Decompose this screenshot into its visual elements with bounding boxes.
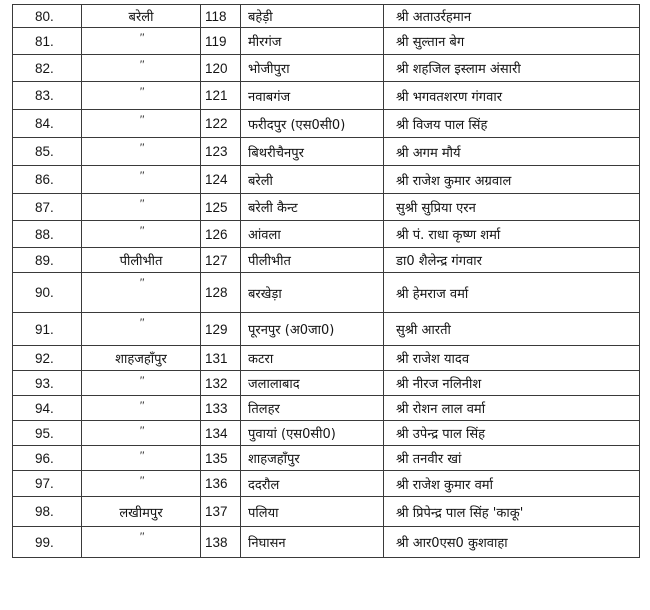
- district-cell: ": [82, 138, 201, 166]
- serial-number-cell: 90.: [13, 273, 82, 313]
- table-row: [13, 527, 640, 558]
- serial-number-cell: 83.: [13, 82, 82, 110]
- candidate-name-cell: श्री शहजिल इस्लाम अंसारी: [384, 55, 640, 82]
- candidate-name-cell: श्री सुल्तान बेग: [384, 28, 640, 55]
- candidate-name-cell: श्री नीरज नलिनीश: [384, 371, 640, 396]
- candidate-name-cell: डा0 शैलेन्द्र गंगवार: [384, 248, 640, 273]
- district-cell: ": [82, 55, 201, 82]
- serial-number-cell: 89.: [13, 248, 82, 273]
- constituency-number-cell: 123: [201, 138, 241, 166]
- constituency-number-cell: 131: [201, 346, 241, 371]
- candidate-name-cell: सुश्री आरती: [384, 313, 640, 346]
- constituency-number-cell: 128: [201, 273, 241, 313]
- serial-number-cell: 81.: [13, 28, 82, 55]
- district-cell: शाहजहाँपुर: [82, 346, 201, 371]
- table-row: [13, 110, 640, 138]
- district-cell: ": [82, 396, 201, 421]
- table-row: [13, 82, 640, 110]
- district-cell: ": [82, 28, 201, 55]
- constituency-number-cell: 125: [201, 194, 241, 221]
- serial-number-cell: 87.: [13, 194, 82, 221]
- table-row: [13, 55, 640, 82]
- district-cell: ": [82, 110, 201, 138]
- candidate-list-document: [12, 4, 639, 558]
- table-row: [13, 313, 640, 346]
- constituency-name-cell: फरीदपुर (एस0सी0): [241, 110, 384, 138]
- serial-number-cell: 86.: [13, 166, 82, 194]
- table-row: [13, 28, 640, 55]
- serial-number-cell: 98.: [13, 497, 82, 527]
- district-cell: ": [82, 313, 201, 346]
- serial-number-cell: 91.: [13, 313, 82, 346]
- candidate-name-cell: श्री रोशन लाल वर्मा: [384, 396, 640, 421]
- serial-number-cell: 97.: [13, 471, 82, 497]
- district-cell: ": [82, 527, 201, 558]
- constituency-number-cell: 134: [201, 421, 241, 446]
- constituency-name-cell: कटरा: [241, 346, 384, 371]
- serial-number-cell: 94.: [13, 396, 82, 421]
- constituency-name-cell: आंवला: [241, 221, 384, 248]
- table-row: [13, 497, 640, 527]
- constituency-name-cell: बरेली: [241, 166, 384, 194]
- table-row: [13, 5, 640, 28]
- constituency-name-cell: बरेली कैन्ट: [241, 194, 384, 221]
- table-row: [13, 273, 640, 313]
- constituency-name-cell: बरखेड़ा: [241, 273, 384, 313]
- table-row: [13, 446, 640, 471]
- table-row: [13, 221, 640, 248]
- candidate-name-cell: श्री विजय पाल सिंह: [384, 110, 640, 138]
- district-cell: ": [82, 273, 201, 313]
- constituency-name-cell: तिलहर: [241, 396, 384, 421]
- candidate-name-cell: श्री आर0एस0 कुशवाहा: [384, 527, 640, 558]
- serial-number-cell: 93.: [13, 371, 82, 396]
- constituency-name-cell: पुवायां (एस0सी0): [241, 421, 384, 446]
- constituency-name-cell: भोजीपुरा: [241, 55, 384, 82]
- district-cell: पीलीभीत: [82, 248, 201, 273]
- constituency-name-cell: नवाबगंज: [241, 82, 384, 110]
- candidate-name-cell: श्री राजेश कुमार अग्रवाल: [384, 166, 640, 194]
- constituency-number-cell: 120: [201, 55, 241, 82]
- candidate-table-body: [13, 5, 640, 558]
- district-cell: ": [82, 166, 201, 194]
- serial-number-cell: 92.: [13, 346, 82, 371]
- serial-number-cell: 96.: [13, 446, 82, 471]
- serial-number-cell: 82.: [13, 55, 82, 82]
- serial-number-cell: 80.: [13, 5, 82, 28]
- district-cell: ": [82, 446, 201, 471]
- candidate-name-cell: श्री तनवीर खां: [384, 446, 640, 471]
- candidate-name-cell: श्री उपेन्द्र पाल सिंह: [384, 421, 640, 446]
- constituency-number-cell: 124: [201, 166, 241, 194]
- constituency-name-cell: शाहजहाँपुर: [241, 446, 384, 471]
- candidate-name-cell: श्री अताउर्रहमान: [384, 5, 640, 28]
- constituency-name-cell: पलिया: [241, 497, 384, 527]
- candidate-name-cell: श्री राजेश कुमार वर्मा: [384, 471, 640, 497]
- constituency-number-cell: 133: [201, 396, 241, 421]
- table-row: [13, 421, 640, 446]
- constituency-number-cell: 122: [201, 110, 241, 138]
- serial-number-cell: 88.: [13, 221, 82, 248]
- district-cell: ": [82, 371, 201, 396]
- candidate-name-cell: श्री भगवतशरण गंगवार: [384, 82, 640, 110]
- serial-number-cell: 99.: [13, 527, 82, 558]
- constituency-name-cell: ददरौल: [241, 471, 384, 497]
- constituency-name-cell: बिथरीचैनपुर: [241, 138, 384, 166]
- constituency-number-cell: 136: [201, 471, 241, 497]
- constituency-number-cell: 129: [201, 313, 241, 346]
- constituency-name-cell: निघासन: [241, 527, 384, 558]
- constituency-name-cell: पीलीभीत: [241, 248, 384, 273]
- candidate-name-cell: श्री अगम मौर्य: [384, 138, 640, 166]
- constituency-number-cell: 137: [201, 497, 241, 527]
- constituency-number-cell: 119: [201, 28, 241, 55]
- table-row: [13, 166, 640, 194]
- candidate-name-cell: श्री पं. राधा कृष्ण शर्मा: [384, 221, 640, 248]
- constituency-name-cell: पूरनपुर (अ0जा0): [241, 313, 384, 346]
- candidate-name-cell: श्री प्रिपेन्द्र पाल सिंह 'काकू': [384, 497, 640, 527]
- table-row: [13, 248, 640, 273]
- candidate-table: [12, 4, 640, 558]
- district-cell: बरेली: [82, 5, 201, 28]
- district-cell: ": [82, 194, 201, 221]
- table-row: [13, 371, 640, 396]
- serial-number-cell: 85.: [13, 138, 82, 166]
- table-row: [13, 194, 640, 221]
- constituency-number-cell: 135: [201, 446, 241, 471]
- constituency-name-cell: मीरगंज: [241, 28, 384, 55]
- table-row: [13, 396, 640, 421]
- table-row: [13, 346, 640, 371]
- district-cell: ": [82, 471, 201, 497]
- table-row: [13, 138, 640, 166]
- candidate-name-cell: सुश्री सुप्रिया एरन: [384, 194, 640, 221]
- constituency-name-cell: बहेड़ी: [241, 5, 384, 28]
- constituency-number-cell: 132: [201, 371, 241, 396]
- district-cell: ": [82, 82, 201, 110]
- constituency-number-cell: 126: [201, 221, 241, 248]
- candidate-name-cell: श्री राजेश यादव: [384, 346, 640, 371]
- constituency-number-cell: 127: [201, 248, 241, 273]
- district-cell: लखीमपुर: [82, 497, 201, 527]
- table-row: [13, 471, 640, 497]
- district-cell: ": [82, 421, 201, 446]
- constituency-number-cell: 138: [201, 527, 241, 558]
- constituency-number-cell: 121: [201, 82, 241, 110]
- district-cell: ": [82, 221, 201, 248]
- serial-number-cell: 95.: [13, 421, 82, 446]
- constituency-number-cell: 118: [201, 5, 241, 28]
- constituency-name-cell: जलालाबाद: [241, 371, 384, 396]
- serial-number-cell: 84.: [13, 110, 82, 138]
- candidate-name-cell: श्री हेमराज वर्मा: [384, 273, 640, 313]
